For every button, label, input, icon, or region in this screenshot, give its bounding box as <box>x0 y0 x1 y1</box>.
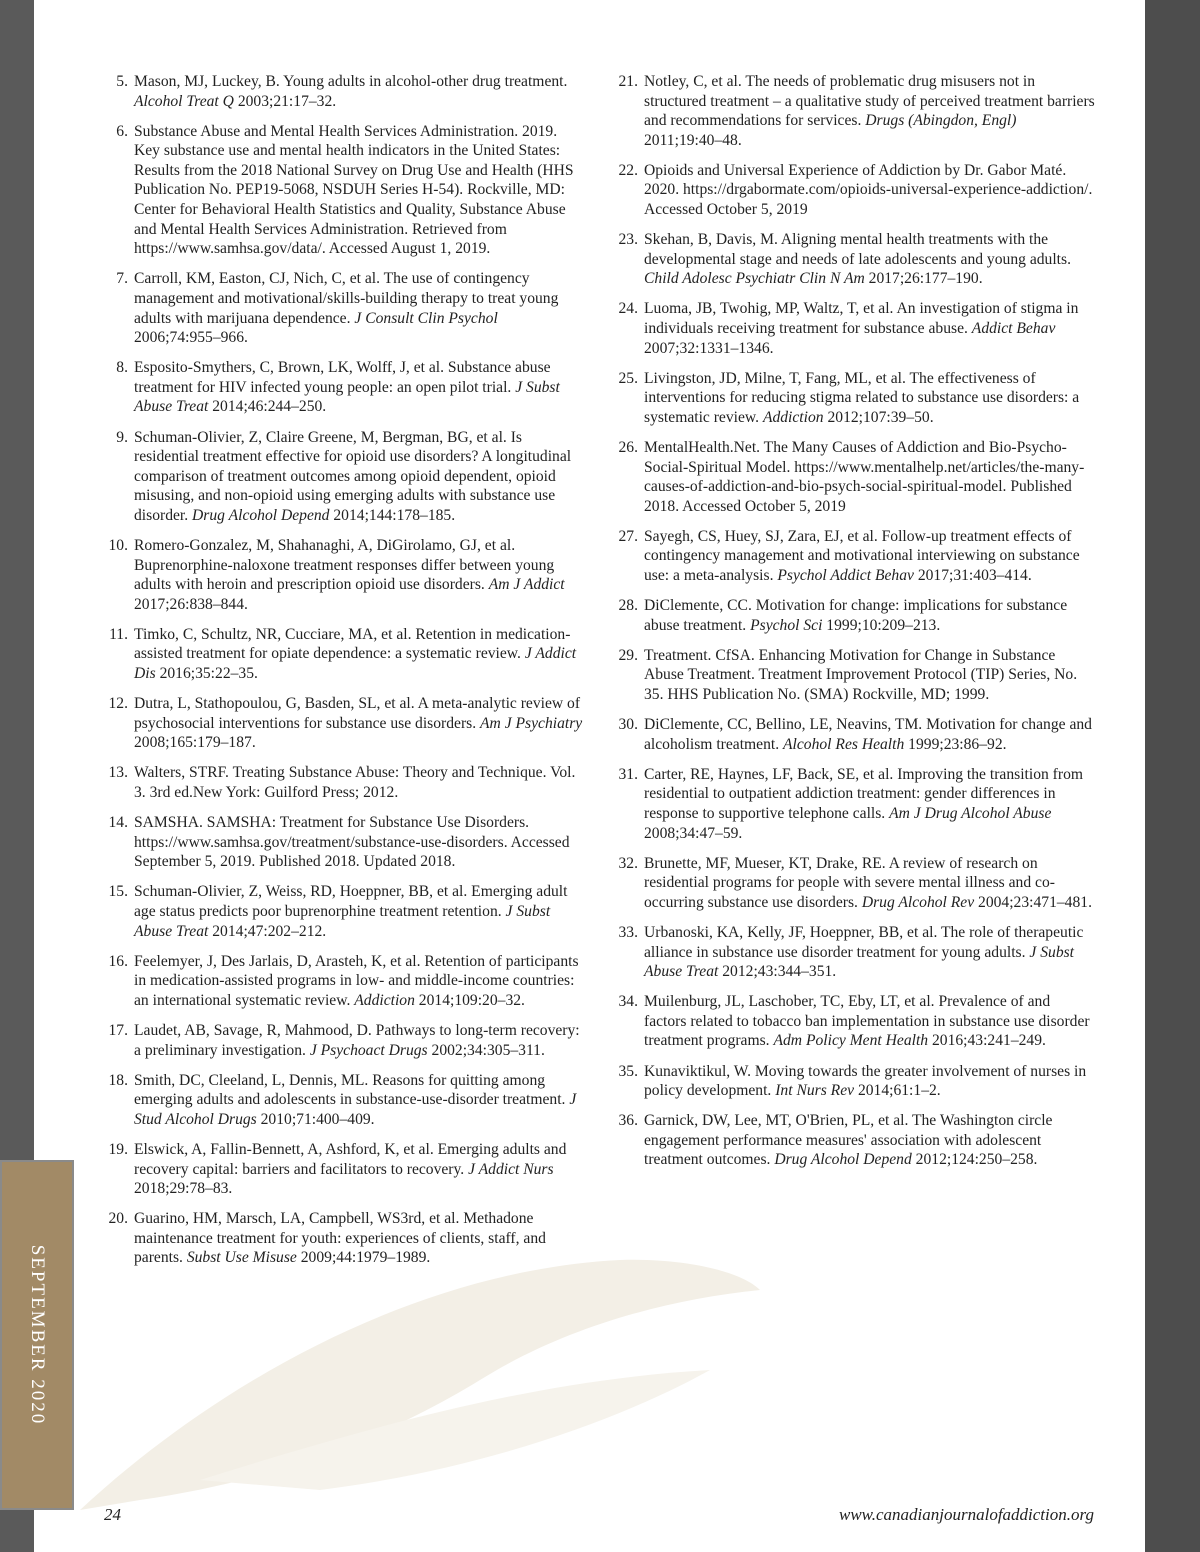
reference-journal: Drugs (Abingdon, Engl) <box>865 112 1017 130</box>
reference-citation: SAMSHA. SAMSHA: Treatment for Substance Use Disorders. https://www.samhsa.gov/treatment/substance-use-disorders. Accessed September 5, 2019. Published 2018. Updated 2018. <box>134 814 570 871</box>
reference-volume: 2003;21:17–32. <box>233 92 337 110</box>
issue-date-label: SEPTEMBER 2020 <box>27 1244 48 1426</box>
reference-volume: 2008;165:179–187. <box>134 734 256 752</box>
reference-citation: DiClemente, CC, Bellino, LE, Neavins, TM. Motivation for change and alcoholism treatment. <box>644 716 1092 753</box>
reference-number: 20. <box>108 1210 128 1228</box>
reference-item <box>614 438 1096 516</box>
reference-volume: 2017;31:403–414. <box>913 567 1032 585</box>
reference-text <box>644 72 1096 150</box>
references-column-right <box>614 72 1096 1181</box>
reference-citation: Garnick, DW, Lee, MT, O'Brien, PL, et al. The Washington circle engagement performance measures' association with adolescent treatment outcomes. <box>644 1112 1053 1169</box>
reference-volume: 2014;144:178–185. <box>329 506 456 524</box>
reference-journal: Drug Alcohol Depend <box>774 1151 912 1169</box>
reference-journal: J Addict Dis <box>134 645 577 683</box>
page-number: 24 <box>104 1505 121 1524</box>
reference-number: 8. <box>116 359 128 377</box>
reference-journal: Subst Use Misuse <box>186 1249 297 1267</box>
reference-number: 11. <box>109 625 128 643</box>
reference-citation: Guarino, HM, Marsch, LA, Campbell, WS3rd, et al. Methadone maintenance treatment for youth: experiences of clients, staff, and parents. <box>134 1210 546 1267</box>
reference-volume: 2012;124:250–258. <box>911 1151 1038 1169</box>
reference-item <box>614 1111 1096 1170</box>
reference-text <box>644 438 1096 516</box>
reference-citation: Notley, C, et al. The needs of problematic drug misusers not in structured treatment – a qualitative study of perceived treatment barriers and recommendations for services. <box>644 73 1095 130</box>
reference-number: 31. <box>618 765 638 783</box>
reference-volume: 2014;47:202–212. <box>208 922 327 940</box>
reference-citation: Skehan, B, Davis, M. Aligning mental health treatments with the developmental stage and needs of late adolescents and young adults. <box>644 231 1071 268</box>
reference-number: 28. <box>618 597 638 615</box>
reference-text <box>644 923 1096 982</box>
reference-number: 34. <box>618 993 638 1011</box>
reference-item <box>614 299 1096 358</box>
reference-text <box>644 765 1096 843</box>
reference-text <box>134 536 586 614</box>
reference-number: 15. <box>108 883 128 901</box>
reference-journal: J Addict Nurs <box>468 1160 554 1178</box>
reference-citation: DiClemente, CC. Motivation for change: implications for substance abuse treatment. <box>644 597 1068 634</box>
reference-volume: 1999;10:209–213. <box>822 616 941 634</box>
journal-url: www.canadianjournalofaddiction.org <box>838 1505 1094 1524</box>
reference-journal: Addiction <box>762 408 824 426</box>
reference-text <box>134 1209 586 1268</box>
reference-text <box>644 1062 1096 1101</box>
reference-item <box>104 694 586 753</box>
reference-number: 5. <box>116 73 128 90</box>
reference-number: 18. <box>108 1071 128 1089</box>
reference-citation: Schuman-Olivier, Z, Weiss, RD, Hoeppner, BB, et al. Emerging adult age status predicts poor buprenorphine treatment retention. <box>134 883 568 920</box>
reference-number: 27. <box>618 527 638 545</box>
reference-journal: Am J Psychiatry <box>480 714 583 732</box>
reference-item <box>104 952 586 1011</box>
reference-text <box>644 992 1096 1051</box>
reference-citation: Carroll, KM, Easton, CJ, Nich, C, et al. The use of contingency management and motivational/skills-building therapy to treat young adults with marijuana dependence. <box>134 270 559 327</box>
reference-number: 23. <box>618 231 638 249</box>
reference-number: 16. <box>108 952 128 970</box>
reference-number: 29. <box>618 646 638 664</box>
reference-item <box>104 763 586 802</box>
right-margin-bar <box>1145 0 1200 1552</box>
reference-number: 7. <box>116 270 128 288</box>
reference-journal: Addict Behav <box>971 320 1056 338</box>
reference-volume: 2017;26:838–844. <box>134 595 248 613</box>
reference-item <box>104 1021 586 1060</box>
reference-journal: Child Adolesc Psychiatr Clin N Am <box>644 270 865 288</box>
reference-text <box>134 694 586 753</box>
reference-journal: Drug Alcohol Depend <box>192 506 330 524</box>
reference-number: 36. <box>618 1112 638 1130</box>
reference-text <box>644 527 1096 586</box>
reference-text <box>134 1071 586 1130</box>
reference-text <box>644 299 1096 358</box>
reference-text <box>644 596 1096 635</box>
reference-item <box>104 72 586 111</box>
reference-item <box>614 992 1096 1051</box>
reference-item <box>104 358 586 417</box>
reference-item <box>104 1209 586 1268</box>
reference-citation: Elswick, A, Fallin-Bennett, A, Ashford, K, et al. Emerging adults and recovery capital: barriers and facilitators to recovery. <box>134 1140 567 1178</box>
reference-volume: 2002;34:305–311. <box>427 1041 545 1059</box>
reference-item <box>614 230 1096 289</box>
reference-volume: 2007;32:1331–1346. <box>644 339 774 357</box>
reference-item <box>614 369 1096 428</box>
reference-text <box>644 715 1096 754</box>
reference-citation: Timko, C, Schultz, NR, Cucciare, MA, et al. Retention in medication-assisted treatment for opiate dependence: a systematic review. <box>134 625 571 663</box>
reference-journal: Drug Alcohol Rev <box>861 893 975 911</box>
reference-number: 32. <box>618 854 638 872</box>
reference-journal: Psychol Addict Behav <box>777 567 914 585</box>
reference-item <box>614 923 1096 982</box>
reference-citation: Laudet, AB, Savage, R, Mahmood, D. Pathways to long-term recovery: a preliminary investigation. <box>134 1021 580 1059</box>
reference-text <box>134 952 586 1011</box>
reference-journal: J Subst Abuse Treat <box>134 378 560 416</box>
reference-volume: 2008;34:47–59. <box>644 824 743 842</box>
reference-number: 21. <box>618 73 638 90</box>
reference-volume: 2012;43:344–351. <box>718 963 837 981</box>
reference-citation: Opioids and Universal Experience of Addiction by Dr. Gabor Maté. 2020. https://drgabormate.com/opioids-universal-experience-addiction/. Accessed October 5, 2019 <box>644 161 1093 219</box>
reference-item <box>104 625 586 684</box>
reference-journal: Psychol Sci <box>750 616 823 634</box>
reference-citation: Substance Abuse and Mental Health Services Administration. 2019. Key substance use and mental health indicators in the United States: Results from the 2018 National Survey on Drug Use and Health (HHS Publication No. PEP19-5068, NSDUH Series H-54). Rockville, MD: Center for Behavioral Health Statistics and Quality, Substance Abuse and Mental Health Services Administration. Retrieved from https://www.samhsa.gov/data/. Accessed August 1, 2019. <box>134 122 574 258</box>
reference-volume: 2017;26:177–190. <box>864 270 983 288</box>
reference-item <box>614 527 1096 586</box>
reference-text <box>134 72 586 111</box>
reference-citation: Livingston, JD, Milne, T, Fang, ML, et al. The effectiveness of interventions for reducing stigma related to substance use disorders: a systematic review. <box>644 369 1080 426</box>
references-column-left <box>104 72 586 1278</box>
reference-item <box>614 854 1096 913</box>
reference-item <box>104 536 586 614</box>
reference-number: 13. <box>108 764 128 782</box>
reference-citation: Mason, MJ, Luckey, B. Young adults in alcohol-other drug treatment. <box>134 73 568 90</box>
reference-citation: Schuman-Olivier, Z, Claire Greene, M, Bergman, BG, et al. Is residential treatment effective for opioid use disorders? A longitudinal comparison of treatment outcomes among opioid dependent, opioid misusing, and non-opioid using emerging adults with substance use disorder. <box>134 428 572 524</box>
reference-journal: Alcohol Res Health <box>783 735 905 753</box>
reference-item <box>614 715 1096 754</box>
reference-journal: J Psychoact Drugs <box>309 1041 428 1059</box>
reference-text <box>644 161 1096 220</box>
reference-item <box>104 122 586 259</box>
reference-text <box>134 813 586 872</box>
reference-journal: Alcohol Treat Q <box>134 92 234 110</box>
reference-citation: Esposito-Smythers, C, Brown, LK, Wolff, J, et al. Substance abuse treatment for HIV infected young people: an open pilot trial. <box>134 359 551 396</box>
reference-journal: J Subst Abuse Treat <box>134 902 551 940</box>
reference-journal: J Subst Abuse Treat <box>644 943 1075 981</box>
reference-number: 35. <box>618 1062 638 1080</box>
reference-text <box>134 882 586 941</box>
reference-volume: 2006;74:955–966. <box>134 329 248 347</box>
reference-text <box>134 625 586 684</box>
reference-citation: Smith, DC, Cleeland, L, Dennis, ML. Reasons for quitting among emerging adults and adolescents in substance-use-disorder treatment. <box>134 1071 570 1109</box>
reference-item <box>104 1140 586 1199</box>
reference-volume: 2004;23:471–481. <box>974 893 1092 911</box>
reference-text <box>644 369 1096 428</box>
reference-volume: 2010;71:400–409. <box>256 1110 375 1128</box>
reference-text <box>134 358 586 417</box>
reference-item <box>614 646 1096 705</box>
reference-item <box>614 596 1096 635</box>
reference-citation: Carter, RE, Haynes, LF, Back, SE, et al. Improving the transition from residential to outpatient addiction treatment: gender differences in response to supportive telephone calls. <box>644 765 1083 822</box>
reference-text <box>134 1021 586 1060</box>
reference-journal: Am J Drug Alcohol Abuse <box>889 805 1052 822</box>
reference-text <box>134 269 586 347</box>
reference-journal: J Consult Clin Psychol <box>354 309 498 327</box>
reference-citation: MentalHealth.Net. The Many Causes of Addiction and Bio-Psycho-Social-Spiritual Model. https://www.mentalhelp.net/articles/the-many-causes-of-addiction-and-bio-psych-social-spiritual-model. Published 2018. Accessed October 5, 2019 <box>644 439 1085 515</box>
reference-citation: Sayegh, CS, Huey, SJ, Zara, EJ, et al. Follow-up treatment effects of contingency management and motivational interviewing on substance use: a meta-analysis. <box>644 527 1080 585</box>
reference-volume: 2016;35:22–35. <box>155 665 258 683</box>
reference-number: 33. <box>618 923 638 941</box>
reference-number: 26. <box>618 439 638 456</box>
reference-number: 24. <box>618 300 638 318</box>
reference-text <box>134 122 586 259</box>
reference-volume: 2009;44:1979–1989. <box>296 1249 431 1267</box>
reference-number: 19. <box>108 1140 128 1158</box>
reference-citation: Treatment. CfSA. Enhancing Motivation for Change in Substance Abuse Treatment. Treatment Improvement Protocol (TIP) Series, No. 35. HHS Publication No. (SMA) Rockville, MD; 1999. <box>644 646 1078 704</box>
reference-citation: Kunaviktikul, W. Moving towards the greater involvement of nurses in policy development. <box>644 1062 1087 1100</box>
reference-volume: 2014;46:244–250. <box>208 398 327 416</box>
reference-number: 30. <box>618 716 638 734</box>
reference-text <box>134 428 586 526</box>
reference-journal: Am J Addict <box>488 576 565 594</box>
reference-citation: Luoma, JB, Twohig, MP, Waltz, T, et al. An investigation of stigma in individuals receiving treatment for substance abuse. <box>644 300 1079 338</box>
reference-text <box>644 1111 1096 1170</box>
reference-journal: Adm Policy Ment Health <box>773 1032 929 1050</box>
reference-number: 17. <box>108 1021 128 1039</box>
reference-text <box>644 230 1096 289</box>
reference-journal: J Stud Alcohol Drugs <box>134 1091 577 1128</box>
reference-item <box>104 428 586 526</box>
reference-citation: Feelemyer, J, Des Jarlais, D, Arasteh, K, et al. Retention of participants in medication-assisted programs in low- and middle-income countries: an international systematic review. <box>134 952 579 1009</box>
reference-text <box>644 646 1096 705</box>
reference-item <box>614 161 1096 220</box>
reference-item <box>104 269 586 347</box>
reference-number: 25. <box>618 369 638 387</box>
reference-volume: 2014;61:1–2. <box>854 1082 941 1100</box>
reference-citation: Brunette, MF, Mueser, KT, Drake, RE. A review of research on residential programs for people with severe mental illness and co-occurring substance use disorders. <box>644 854 1055 911</box>
reference-number: 22. <box>618 161 638 179</box>
reference-text <box>134 1140 586 1199</box>
reference-journal: Addiction <box>354 991 415 1009</box>
reference-text <box>134 763 586 802</box>
reference-volume: 2011;19:40–48. <box>644 131 742 149</box>
reference-citation: Romero-Gonzalez, M, Shahanaghi, A, DiGirolamo, GJ, et al. Buprenorphine-naloxone treatment responses differ between young adults with heroin and prescription opioid use disorders. <box>134 536 555 594</box>
reference-item <box>614 1062 1096 1101</box>
reference-volume: 1999;23:86–92. <box>904 735 1007 753</box>
reference-number: 6. <box>116 122 128 140</box>
reference-item <box>614 765 1096 843</box>
reference-item <box>104 1071 586 1130</box>
reference-citation: Dutra, L, Stathopoulou, G, Basden, SL, et al. A meta-analytic review of psychosocial interventions for substance use disorders. <box>134 695 581 732</box>
reference-number: 14. <box>108 814 128 832</box>
reference-citation: Muilenburg, JL, Laschober, TC, Eby, LT, et al. Prevalence of and factors related to tobacco ban implementation in substance use disorder treatment programs. <box>644 993 1090 1050</box>
reference-text <box>644 854 1096 913</box>
reference-journal: Int Nurs Rev <box>775 1082 855 1100</box>
reference-volume: 2014;109:20–32. <box>414 991 525 1009</box>
reference-citation: Walters, STRF. Treating Substance Abuse: Theory and Technique. Vol. 3. 3rd ed.New York: Guilford Press; 2012. <box>134 764 576 801</box>
reference-number: 12. <box>108 695 128 713</box>
reference-item <box>104 813 586 872</box>
reference-number: 10. <box>108 536 128 554</box>
reference-item <box>104 882 586 941</box>
reference-number: 9. <box>116 428 128 446</box>
reference-volume: 2018;29:78–83. <box>134 1180 233 1198</box>
reference-item <box>614 72 1096 150</box>
reference-citation: Urbanoski, KA, Kelly, JF, Hoeppner, BB, et al. The role of therapeutic alliance in substance use disorder treatment for young adults. <box>644 923 1084 961</box>
reference-volume: 2016;43:241–249. <box>928 1032 1046 1050</box>
reference-volume: 2012;107:39–50. <box>823 408 934 426</box>
